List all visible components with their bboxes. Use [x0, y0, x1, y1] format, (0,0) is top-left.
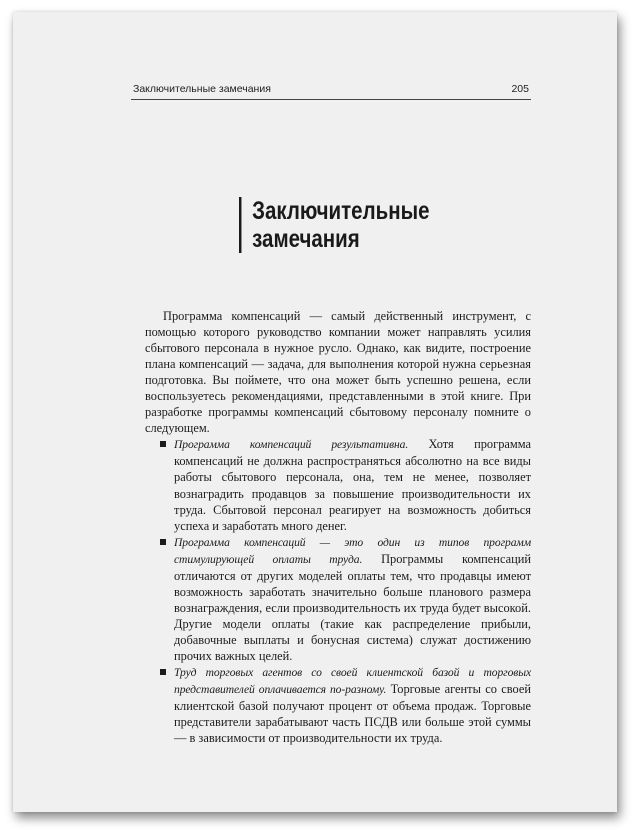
bullet-lead: Труд торговых агентов со своей клиентской базой и торговых представителей оплачивается по-разному. — [174, 666, 531, 697]
bullet-text: Программы компенсаций отличаются от других моделей оплаты тем, что продавцы имеют возможность заработать значительно больше планового размера вознаграждения, если производительность их труда будет высокой. Другие модели оплаты (такие как распределение прибыли, добавочные выплаты и бонусная система) служат достижению прочих важных целей. — [174, 551, 531, 663]
chapter-title — [239, 197, 429, 253]
chapter-title-line-2: замечания — [252, 225, 360, 253]
square-bullet-icon — [160, 539, 166, 545]
square-bullet-icon — [160, 441, 166, 447]
intro-paragraph: Программа компенсаций — самый действенный инструмент, с помощью которого руководство компании может направлять усилия сбытового персонала в нужное русло. Однако, как видите, построение плана компенсаций — задача, для выполнения которой нужна серьезная подготовка. Вы поймете, что она может быть успешно решена, если воспользуетесь рекомендациями, представленными в этой книге. При разработке программы компенсаций сбытовому персоналу помните о следующем. — [145, 309, 531, 436]
bullet-lead: Программа компенсаций результативна. — [174, 438, 409, 452]
bullet-item — [145, 436, 531, 533]
bullet-item — [145, 534, 531, 664]
bullet-item — [145, 664, 531, 746]
bullet-text: Торговые агенты со своей клиентской базой получают процент от объема продаж. Торговые представители зарабатывают часть ПСДВ или больше этой суммы — в зависимости от производительности их труда. — [174, 682, 531, 746]
square-bullet-icon — [160, 669, 166, 675]
chapter-title-line-1: Заключительные — [252, 197, 430, 225]
bullet-lead: Программа компенсаций — это один из типов программ стимулирующей оплаты труда. — [174, 535, 531, 566]
running-head — [131, 80, 531, 100]
book-page — [13, 12, 617, 812]
page-number: 205 — [511, 83, 529, 95]
running-head-title: Заключительные замечания — [133, 83, 271, 95]
bullet-list — [145, 436, 531, 746]
bullet-text: Хотя программа компенсаций не должна распространяться абсолютно на все виды работы сбытового персонала, она, тем не менее, позволяет вознаградить продавцов за повышение производительности их труда. Сбытовой персонал реагирует на возможность добиться успеха и заработать много денег. — [174, 437, 531, 533]
body-text — [145, 308, 531, 746]
